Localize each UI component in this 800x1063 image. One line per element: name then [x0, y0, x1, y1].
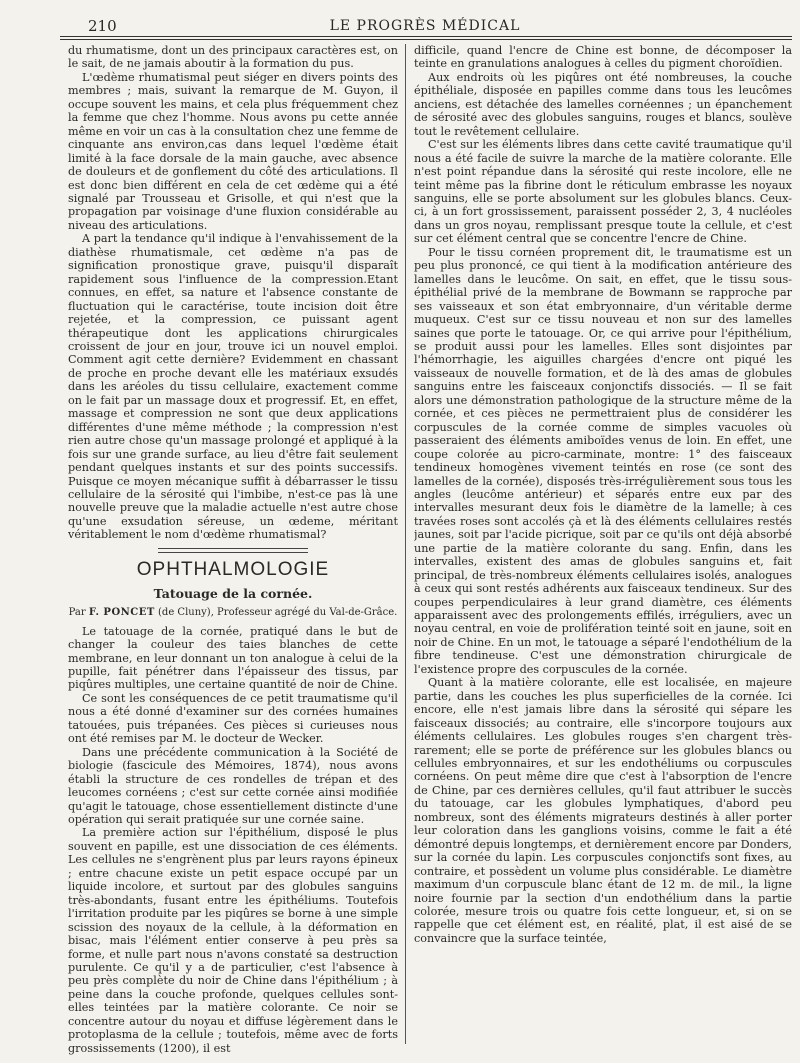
byline — [68, 606, 398, 619]
section-divider — [158, 548, 308, 553]
paragraph: Ce sont les conséquences de ce petit traumatisme qu'il nous a été donné d'examiner sur des cornées humaines tatouées, puis trépanées. Ces pièces si curieuses nous ont été remises par M. le docteur de Wecker. — [68, 691, 398, 746]
left-column — [68, 44, 398, 1056]
byline-prefix: Par — [68, 607, 86, 619]
article-title: Tatouage de la cornée. — [153, 585, 313, 601]
paragraph: L'œdème rhumatismal peut siéger en divers points des membres ; mais, suivant la remarque de M. Guyon, il occupe souvent les mains, et cela plus fréquemment chez la femme que chez l'homme. Nous avons pu cette année même en voir un cas à la consultation chez une femme de cinquante ans environ,cas dans lequel l'œdème était limité à la face dorsale de la main gauche, avec absence de douleurs et de gonflement du côté des articulations. Il est donc bien différent en cela de cet œdème qui a été signalé par Trousseau et Grisolle, et qui n'est que la propagation par voisinage d'une fluxion considérable au niveau des articulations. — [68, 70, 398, 232]
byline-author: F. PONCET — [88, 607, 155, 619]
paragraph: La première action sur l'épithélium, disposé le plus souvent en papille, est une dissociation de ces éléments. Les cellules ne s'engrènent plus par leurs rayons épineux ; entre chacune existe un petit espace occupé par un liquide incolore, et surtout par des globules sanguins très-abondants, fusant entre les épithéliums. Toutefois l'irritation produite par les piqûres se borne à une simple scission des noyaux de la cellule, à la déformation en bisac, mais l'élément entier conserve à peu près sa forme, et nulle part nous n'avons constaté sa destruction purulente. Ce qu'il y a de particulier, c'est l'absence à peu près complète du noir de Chine dans l'épithélium ; à peine dans la couche profonde, quelques cellules sont-elles teintées par la matière colorante. Ce noir se concentre autour du noyau et diffuse légèrement dans le protoplasma de la cellule ; toutefois, même avec de forts grossissements (1200), il est — [68, 826, 398, 1055]
right-column — [414, 44, 792, 1056]
paragraph: Le tatouage de la cornée, pratiqué dans le but de changer la couleur des taies blanches de cette membrane, en leur donnant un ton analogue à celui de la pupille, fait pénétrer dans l'épaisseur des tissus, par piqûres multiples, une certaine quantité de noir de Chine. — [68, 624, 398, 692]
paragraph: Pour le tissu cornéen proprement dit, le traumatisme est un peu plus prononcé, ce qui tient à la modification antérieure des lamelles dans le leucôme. On sait, en effet, que le tissu sous-épithélial privé de la membrane de Bowmann se rapproche par ses vaisseaux et son état embryonnaire, d'un véritable derme muqueux. C'est sur ce tissu nouveau et non sur des lamelles saines que porte le tatouage. Or, ce qui arrive pour l'épithélium, se produit aussi pour les lamelles. Elles sont disjointes par l'hémorrhagie, les aiguilles chargées d'encre ont piqué les vaisseaux de nouvelle formation, et de là des amas de globules sanguins entre les faisceaux conjonctifs dissociés. — Il se fait alors une démonstration pathologique de la structure même de la cornée, et ces pièces ne permettraient plus de considérer les corpuscules de la cornée comme de simples vacuoles où passeraient des éléments amiboïdes venus de loin. En effet, une coupe colorée au picro-carminate, montre: 1° des faisceaux tendineux homogènes vivement teintés en rose (ce sont des lamelles de la cornée), disposés très-irrégulièrement sous tous les angles (leucôme antérieur) et séparés entre eux par des intervalles mesurant deux fois le diamètre de la lamelle; à ces travées roses sont accolés çà et là des éléments cellulaires restés jaunes, soit par l'acide picrique, soit par ce qu'ils ont déjà absorbé une partie de la matière colorante du sang. Enfin, dans les intervalles, existent des amas de globules sanguins et, fait principal, de très-nombreux éléments cellulaires isolés, analogues à ceux qui sont restés adhérents aux faisceaux tendineux. Sur des coupes perpendiculaires à leur grand diamètre, ces éléments apparaissent avec des prolongements effilés, irréguliers, avec un noyau central, en voie de prolifération teinté soit en jaune, soit en noir de Chine. En un mot, le tatouage a séparé l'endothélium de la fibre tendineuse. C'est une démonstration chirurgicale de l'existence propre des corpuscules de la cornée. — [414, 245, 792, 676]
running-title: LE PROGRÈS MÉDICAL — [329, 18, 521, 34]
column-divider — [405, 44, 406, 1044]
byline-affiliation: (de Cluny), Professeur agrégé du Val-de-Grâce. — [158, 607, 398, 619]
paragraph: du rhumatisme, dont un des principaux caractères est, on le sait, de ne jamais aboutir à la formation du pus. — [68, 44, 398, 71]
paragraph: Quant à la matière colorante, elle est localisée, en majeure partie, dans les couches les plus superficielles de la cornée. Ici encore, elle n'est jamais libre dans la sérosité qui sépare les faisceaux dissociés; au contraire, elle s'incorpore toujours aux éléments cellulaires. Les globules rouges s'en chargent très-rarement; elle se porte de préférence sur les globules blancs ou cellules embryonnaires, et sur les endothéliums ou corpuscules cornéens. On peut même dire que c'est à l'absorption de l'encre de Chine, par ces dernières cellules, qu'il faut attribuer le succès du tatouage, car les globules lymphatiques, d'abord peu nombreux, sont des éléments migrateurs destinés à aller porter leur coloration dans les ganglions voisins, comme le fait a été démontré depuis longtemps, et dernièrement encore par Donders, sur la cornée du lapin. Les corpuscules conjonctifs sont fixes, au contraire, et possèdent un volume plus considérable. Le diamètre maximum d'un corpuscule blanc étant de 12 m. de mil., la ligne noire fournie par la section d'un endothélium dans la partie colorée, mesure trois ou quatre fois cette longueur, et, si on se rappelle que cet élément est, en réalité, plat, il est aisé de se convaincre que la surface teintée, — [414, 676, 792, 945]
paragraph: Aux endroits où les piqûres ont été nombreuses, la couche épithéliale, disposée en papilles comme dans tous les leucômes anciens, est détachée des lamelles cornéennes ; un épanchement de sérosité avec des globules sanguins, rouges et blancs, soulève tout le revêtement cellulaire. — [414, 70, 792, 138]
paragraph: Dans une précédente communication à la Société de biologie (fascicule des Mémoires, 1874), nous avons établi la structure de ces rondelles de trépan et des leucomes cornéens ; c'est sur cette cornée ainsi modifiée qu'agit le tatouage, chose essentiellement distincte d'une opération qui serait pratiquée sur une cornée saine. — [68, 745, 398, 827]
paragraph: C'est sur les éléments libres dans cette cavité traumatique qu'il nous a été facile de suivre la marche de la matière colorante. Elle n'est point répandue dans la sérosité qui reste incolore, elle ne teint même pas la fibrine dont le réticulum embrasse les noyaux sanguins, elle se porte absolument sur les globules blancs. Ceux-ci, à un fort grossissement, paraissent posséder 2, 3, 4 nucléoles dans un gros noyau, remplissant presque toute la cellule, et c'est sur cet élément central que se concentre l'encre de Chine. — [414, 138, 792, 246]
paragraph: A part la tendance qu'il indique à l'envahissement de la diathèse rhumatismale, cet œdème n'a pas de signification pronostique grave, puisqu'il disparaît rapidement sous l'influence de la compression.Etant connues, en effet, sa nature et l'absence constante de fluctuation qui le caractérise, toute incision doit être rejetée, et la compression, ce puissant agent thérapeutique dont les applications chirurgicales croissent de jour en jour, trouve ici un nouvel emploi. Comment agit cette dernière? Evidemment en chassant de proche en proche devant elle les matériaux exsudés dans les aréoles du tissu cellulaire, exactement comme on le fait par un massage doux et progressif. Et, en effet, massage et compression ne sont que deux applications différentes d'une même méthode ; la compression n'est rien autre chose qu'un massage prolongé et appliqué à la fois sur une grande surface, au lieu d'être fait seulement pendant quelques instants et sur des points successifs. Puisque ce moyen mécanique suffit à débarrasser le tissu cellulaire de la sérosité qui l'imbibe, n'est-ce pas là une nouvelle preuve que la maladie actuelle n'est autre chose qu'une exsudation séreuse, un œdeme, méritant véritablement le nom d'œdème rhumatismal? — [68, 232, 398, 542]
page-number: 210 — [88, 17, 117, 35]
paragraph: difficile, quand l'encre de Chine est bonne, de décomposer la teinte en granulations analogues à celles du pigment choroïdien. — [414, 44, 792, 71]
section-title: OPHTHALMOLOGIE — [136, 558, 330, 580]
page-header — [60, 12, 790, 38]
header-rule — [60, 36, 792, 40]
